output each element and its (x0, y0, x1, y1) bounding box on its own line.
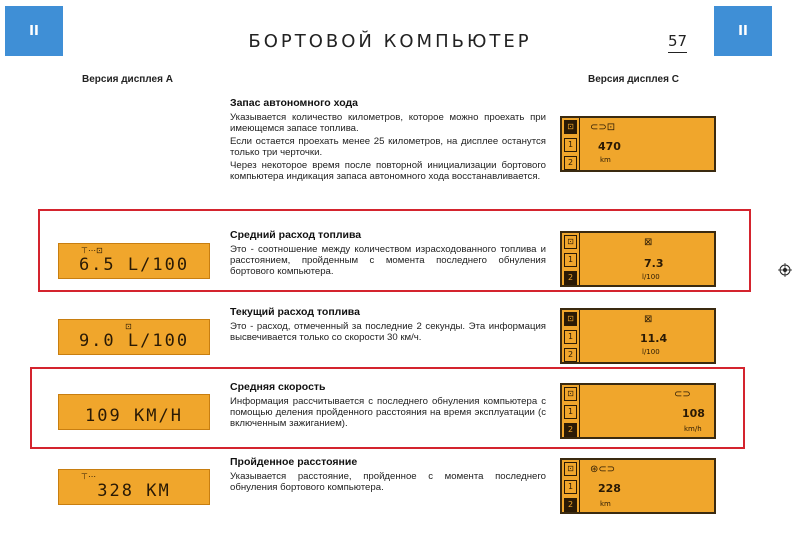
fuel-trip-icon: ⊤⋯⊡ (81, 246, 103, 255)
section-title: Пройденное расстояние (230, 456, 358, 468)
section-paragraph: Это - соотношение между количеством израсходованного топлива и расстоянием, пройденным с момента последнего обнуления бортового компьютера. (230, 244, 546, 277)
version-c-label: Версия дисплея C (588, 74, 679, 85)
section-title: Запас автономного хода (230, 97, 358, 109)
display-c-current-consumption: ⊡ 1 2 ⊠ 11.4 l/100 (560, 308, 716, 364)
display-c-value: 7.3 (644, 257, 664, 270)
section-average-consumption (230, 229, 546, 279)
display-c-avg-speed: ⊡ 1 2 ⊂⊃ 108 km/h (560, 383, 716, 439)
section-paragraph: Указывается количество километров, которое можно проехать при имеющемся запасе топлива. (230, 112, 546, 134)
section-title: Средняя скорость (230, 381, 326, 393)
display-c-range: ⊡ 1 2 ⊂⊃⊡ 470 km (560, 116, 716, 172)
display-a-text: 109 KM/H (85, 406, 183, 426)
chapter-tab-right: II (714, 6, 772, 56)
fuel-pump-icon: ⊠ (644, 314, 653, 325)
section-paragraph: Через некоторое время после повторной инициализации бортового компьютера индикация запаса автономного хода восстанавливается. (230, 160, 546, 182)
display-c-unit: km (600, 156, 611, 164)
section-paragraph: Если остается проехать менее 25 километров, на дисплее останутся только три черточки. (230, 136, 546, 158)
display-a-text: 6.5 L/100 (78, 255, 190, 275)
display-a-text: 9.0 L/100 (78, 331, 190, 351)
chapter-tab-left: II (5, 6, 63, 56)
display-a-distance (58, 469, 210, 505)
display-c-value: 108 (682, 407, 705, 420)
display-c-unit: l/100 (642, 348, 660, 356)
display-c-distance: ⊡ 1 2 ⊛⊂⊃ 228 km (560, 458, 716, 514)
display-c-avg-consumption: ⊡ 1 2 ⊠ 7.3 l/100 (560, 231, 716, 287)
display-c-unit: km (600, 500, 611, 508)
registration-mark-icon (778, 263, 792, 277)
section-distance (230, 456, 546, 495)
display-c-unit: km/h (684, 425, 702, 433)
page-title: БОРТОВОЙ КОМПЬЮТЕР (248, 31, 532, 52)
display-a-avg-speed (58, 394, 210, 430)
section-title: Текущий расход топлива (230, 306, 360, 318)
trip-icon: ⊤⋯ (81, 472, 96, 481)
version-a-label: Версия дисплея A (82, 74, 173, 85)
car-fuel-icon: ⊂⊃⊡ (590, 122, 616, 133)
display-c-value: 11.4 (640, 332, 668, 345)
section-paragraph: Указывается расстояние, пройденное с момента последнего обнуления бортового компьютера. (230, 471, 546, 493)
section-range (230, 97, 546, 184)
section-title: Средний расход топлива (230, 229, 362, 241)
display-a-text: 328 KM (97, 481, 171, 501)
section-paragraph: Это - расход, отмеченный за последние 2 секунды. Эта информация высвечивается только со скорости 30 км/ч. (230, 321, 546, 343)
page-number: 57 (668, 32, 688, 50)
car-speed-icon: ⊂⊃ (674, 389, 691, 400)
section-paragraph: Информация рассчитывается с последнего обнуления компьютера с помощью деления пройденного расстояния на время эксплуатации (с включенным зажиганием). (230, 396, 546, 429)
display-c-value: 228 (598, 482, 621, 495)
car-trip-icon: ⊛⊂⊃ (590, 464, 616, 475)
display-c-value: 470 (598, 140, 621, 153)
display-a-avg-consumption (58, 243, 210, 279)
display-c-unit: l/100 (642, 273, 660, 281)
fuel-pump-icon: ⊠ (644, 237, 653, 248)
section-average-speed (230, 381, 546, 431)
fuel-pump-icon: ⊡ (125, 322, 132, 331)
section-current-consumption (230, 306, 546, 345)
display-a-current-consumption (58, 319, 210, 355)
